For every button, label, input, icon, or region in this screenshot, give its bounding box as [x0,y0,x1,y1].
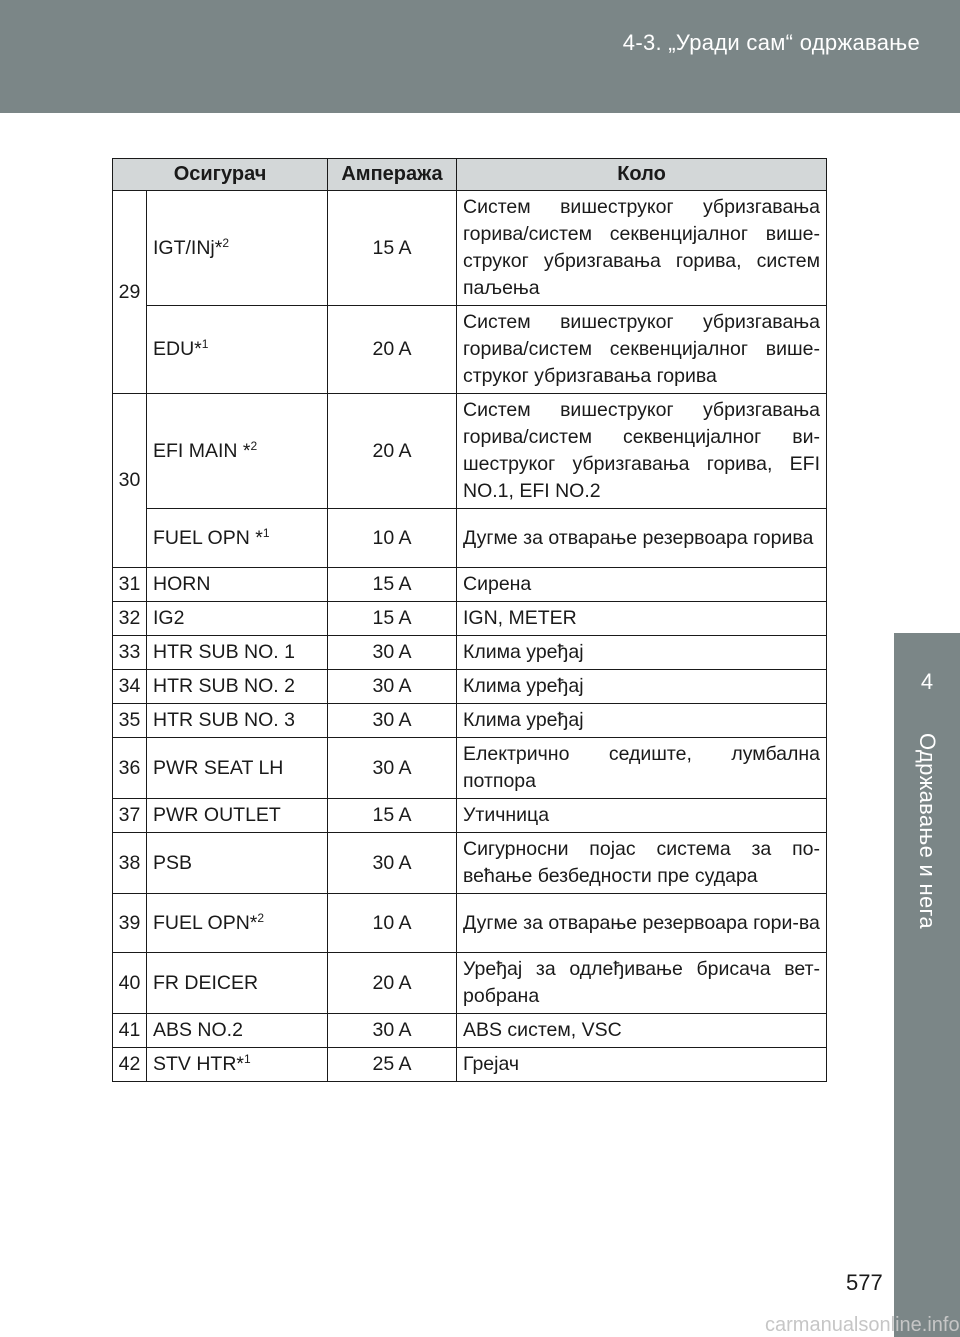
fuse-amperage: 10 A [328,509,457,568]
fuse-name: HTR SUB NO. 2 [147,670,328,704]
fuse-name: HORN [147,568,328,602]
fuse-amperage: 25 A [328,1048,457,1082]
fuse-name: FR DEICER [147,953,328,1014]
table-row [113,670,827,704]
header-band [0,0,960,113]
fuse-name: PSB [147,833,328,894]
fuse-circuit: Клима уређај [457,704,827,738]
fuse-amperage: 30 A [328,636,457,670]
fuse-name: STV HTR*$^1$ [147,1048,328,1082]
fuse-name: FUEL OPN *$^1$ [147,509,328,568]
table-row [113,568,827,602]
table-row [113,833,827,894]
section-title: 4-3. „Уради сам“ одржавање [622,30,920,55]
fuse-circuit: Дугме за отварање резервоара гори-ва [457,894,827,953]
fuse-number: 38 [113,833,147,894]
fuse-circuit: ABS систем, VSC [457,1014,827,1048]
table-row [113,704,827,738]
table-row [113,894,827,953]
fuse-number: 35 [113,704,147,738]
header-circuit: Коло [457,159,827,191]
fuse-circuit: IGN, METER [457,602,827,636]
table-row [113,799,827,833]
table-row [113,602,827,636]
fuse-circuit: Утичница [457,799,827,833]
fuse-amperage: 20 A [328,306,457,394]
fuse-number: 34 [113,670,147,704]
fuse-number: 39 [113,894,147,953]
chapter-number: 4 [920,669,934,694]
watermark: carmanualsonline.info [765,1314,960,1336]
table-row [113,1048,827,1082]
fuse-amperage: 30 A [328,704,457,738]
table-row [113,1014,827,1048]
fuse-circuit: Клима уређај [457,636,827,670]
chapter-side-tab [894,633,960,1337]
fuse-name: HTR SUB NO. 1 [147,636,328,670]
fuse-table [112,158,827,1082]
fuse-number: 29 [113,191,147,394]
fuse-amperage: 15 A [328,602,457,636]
fuse-name: PWR OUTLET [147,799,328,833]
fuse-number: 42 [113,1048,147,1082]
fuse-number: 37 [113,799,147,833]
fuse-amperage: 20 A [328,953,457,1014]
table-row [113,394,827,509]
table-row [113,509,827,568]
fuse-number: 36 [113,738,147,799]
fuse-number: 41 [113,1014,147,1048]
fuse-number: 32 [113,602,147,636]
table-row [113,636,827,670]
fuse-amperage: 30 A [328,833,457,894]
fuse-circuit: Систем вишеструког убризгавања горива/систем секвенцијалног више-струког убризгавања горива, систем паљења [457,191,827,306]
table-row [113,306,827,394]
fuse-name: ABS NO.2 [147,1014,328,1048]
fuse-amperage: 30 A [328,1014,457,1048]
header-amperage: Ампеража [328,159,457,191]
chapter-label: Одржавање и нега [915,733,940,929]
table-row [113,738,827,799]
header-fuse: Осигурач [113,159,328,191]
fuse-amperage: 15 A [328,568,457,602]
table-row [113,191,827,306]
fuse-amperage: 30 A [328,738,457,799]
fuse-amperage: 20 A [328,394,457,509]
fuse-circuit: Електрично седиште, лумбална потпора [457,738,827,799]
table-header-row [113,159,827,191]
fuse-circuit: Уређај за одлеђивање брисача вет-робрана [457,953,827,1014]
fuse-name: IG2 [147,602,328,636]
fuse-number: 40 [113,953,147,1014]
fuse-number: 31 [113,568,147,602]
fuse-circuit: Сирена [457,568,827,602]
fuse-name: IGT/INj*$^2$ [147,191,328,306]
table-row [113,953,827,1014]
fuse-circuit: Дугме за отварање резервоара горива [457,509,827,568]
fuse-circuit: Грејач [457,1048,827,1082]
fuse-circuit: Сигурносни појас система за по-већање безбедности пре судара [457,833,827,894]
page-number: 577 [846,1270,883,1295]
fuse-name: PWR SEAT LH [147,738,328,799]
fuse-amperage: 30 A [328,670,457,704]
fuse-name: EDU*$^1$ [147,306,328,394]
fuse-number: 30 [113,394,147,568]
fuse-amperage: 15 A [328,191,457,306]
fuse-number: 33 [113,636,147,670]
fuse-circuit: Систем вишеструког убризгавања горива/систем секвенцијалног више-струког убризгавања горива [457,306,827,394]
fuse-name: EFI MAIN *$^2$ [147,394,328,509]
fuse-amperage: 10 A [328,894,457,953]
fuse-circuit: Клима уређај [457,670,827,704]
fuse-name: FUEL OPN*$^2$ [147,894,328,953]
fuse-circuit: Систем вишеструког убризгавања горива/систем секвенцијалног ви-шеструког убризгавања горива, EFI NO.1, EFI NO.2 [457,394,827,509]
fuse-name: HTR SUB NO. 3 [147,704,328,738]
fuse-amperage: 15 A [328,799,457,833]
